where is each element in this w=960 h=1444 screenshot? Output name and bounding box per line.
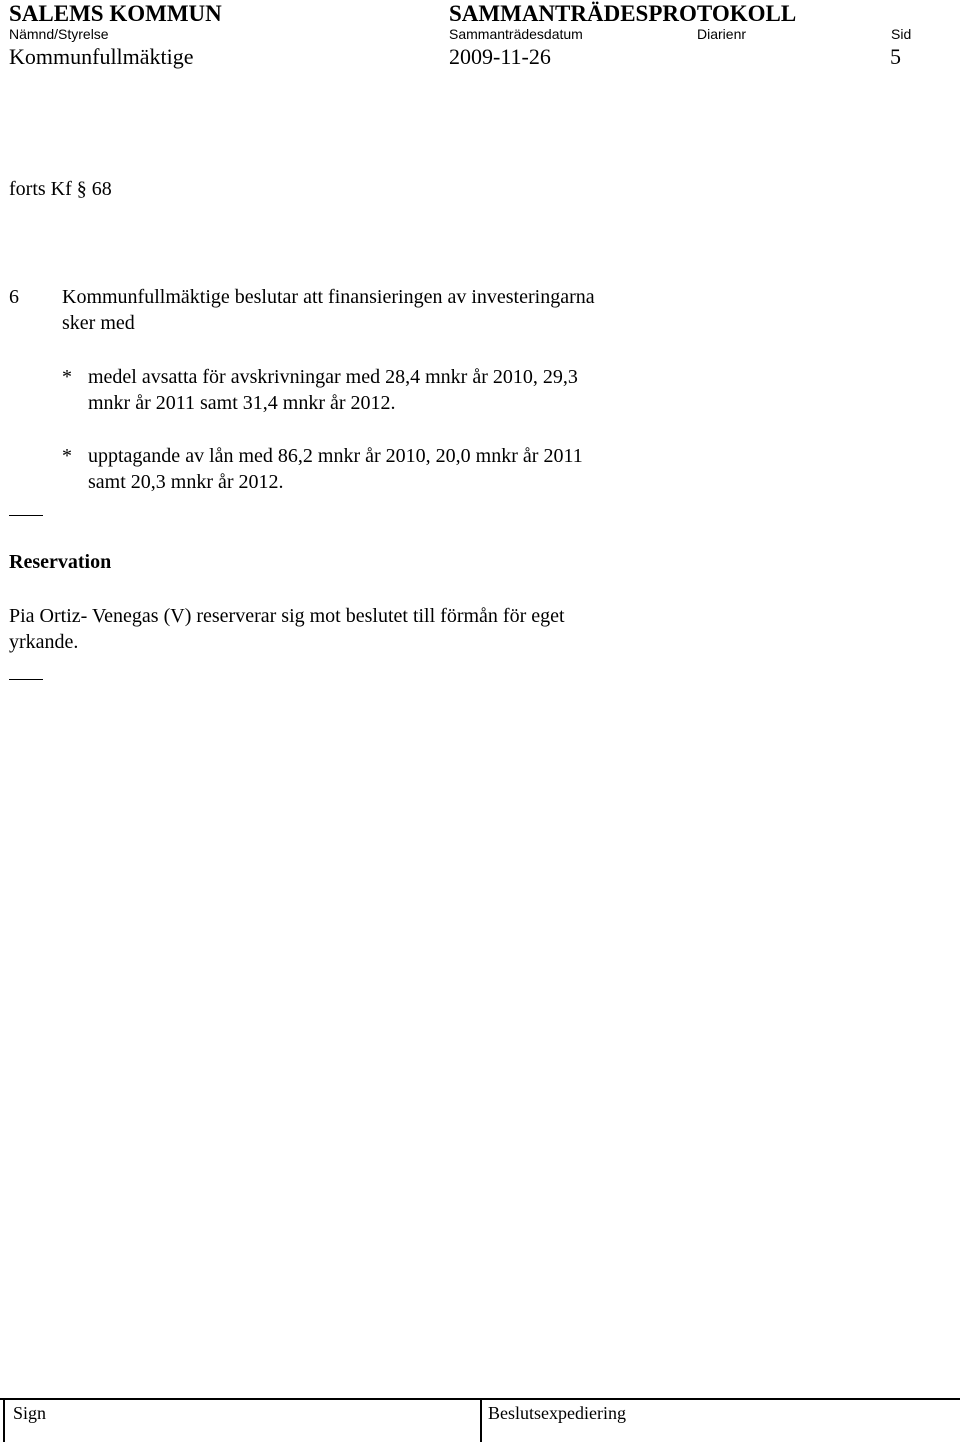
section-divider <box>9 515 43 516</box>
label-page: Sid <box>891 26 912 42</box>
organization-name: SALEMS KOMMUN <box>9 1 222 26</box>
item-text-line2: sker med <box>62 312 135 334</box>
label-diary: Diarienr <box>697 26 747 42</box>
bullet-1-line2: mnkr år 2011 samt 31,4 mnkr år 2012. <box>88 392 396 414</box>
reservation-line1: Pia Ortiz- Venegas (V) reserverar sig mot beslutet till förmån för eget <box>9 605 565 627</box>
value-body: Kommunfullmäktige <box>9 44 194 69</box>
bullet-marker: * <box>62 366 72 388</box>
sign-label: Sign <box>13 1403 47 1423</box>
label-body: Nämnd/Styrelse <box>9 26 109 42</box>
reservation-line2: yrkande. <box>9 631 79 653</box>
bullet-2-line2: samt 20,3 mnkr år 2012. <box>88 471 284 493</box>
label-date: Sammanträdesdatum <box>449 26 583 42</box>
document-type: SAMMANTRÄDESPROTOKOLL <box>449 1 797 26</box>
footer-middle-rule <box>480 1398 482 1442</box>
bullet-2-line1: upptagande av lån med 86,2 mnkr år 2010, 20,0 mnkr år 2011 <box>88 445 583 467</box>
bullet-marker: * <box>62 445 72 467</box>
value-date: 2009-11-26 <box>449 44 551 69</box>
bullet-1-line1: medel avsatta för avskrivningar med 28,4 mnkr år 2010, 29,3 <box>88 366 578 388</box>
section-reference: forts Kf § 68 <box>9 178 112 200</box>
footer-left-rule <box>3 1398 5 1442</box>
expedition-label: Beslutsexpediering <box>488 1403 626 1423</box>
item-number: 6 <box>9 286 19 308</box>
footer <box>0 1398 960 1442</box>
item-text-line1: Kommunfullmäktige beslutar att finansieringen av investeringarna <box>62 286 595 308</box>
reservation-heading: Reservation <box>9 551 112 573</box>
value-page: 5 <box>890 44 901 69</box>
section-divider <box>9 679 43 680</box>
